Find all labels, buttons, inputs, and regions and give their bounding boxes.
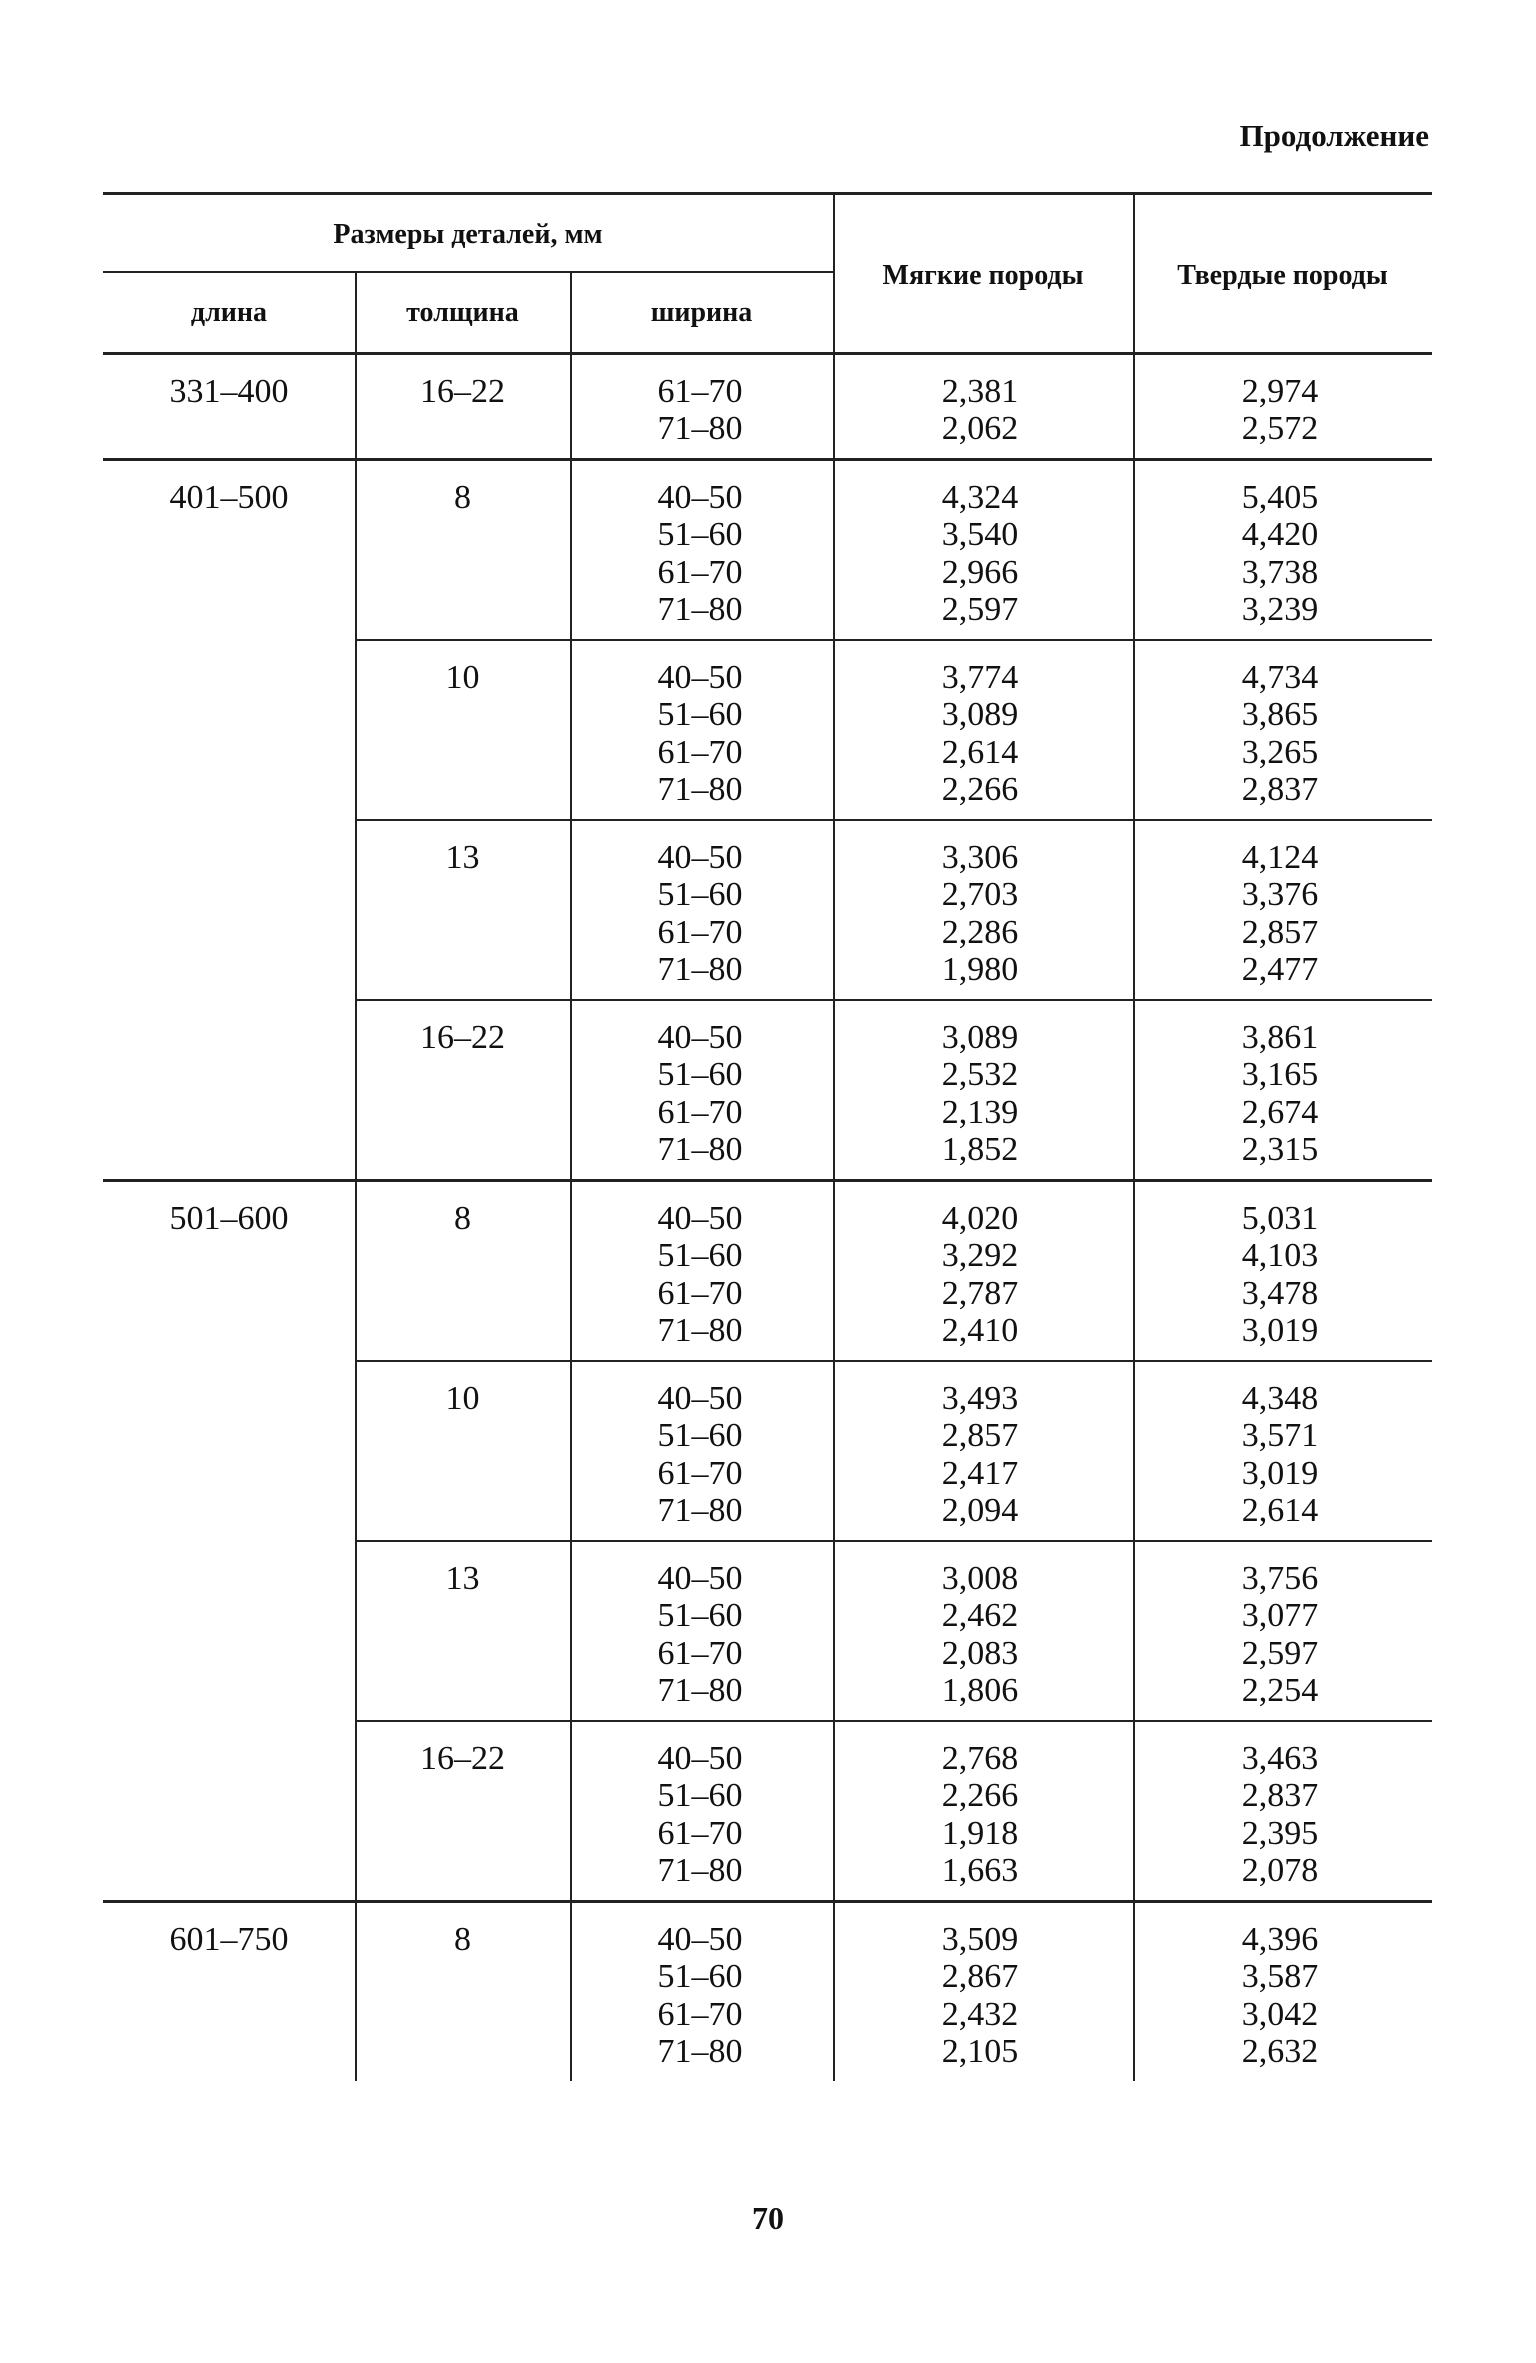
soft-cell: 3,540 (941, 516, 1019, 554)
width-cell: 51–60 (657, 1056, 743, 1094)
soft-cell: 1,663 (941, 1852, 1019, 1890)
hard-cell: 4,124 (1241, 838, 1319, 876)
width-cell: 71–80 (657, 410, 743, 448)
soft-cell: 2,083 (941, 1634, 1019, 1672)
hard-cell: 3,042 (1241, 1995, 1319, 2033)
hard-cell: 2,254 (1241, 1672, 1319, 1710)
width-cell: 40–50 (657, 838, 743, 876)
soft-cell: 3,008 (941, 1559, 1019, 1597)
table-row (570, 1380, 1432, 1418)
soft-cell: 3,509 (941, 1920, 1019, 1958)
table-row (570, 1313, 1432, 1351)
soft-cell: 1,980 (941, 951, 1019, 989)
data-table (103, 192, 1432, 2081)
table-row (570, 952, 1432, 990)
hard-cell: 5,405 (1241, 478, 1319, 516)
table-row (570, 411, 1432, 449)
hard-cell: 3,861 (1241, 1018, 1319, 1056)
table-row (570, 2034, 1432, 2072)
soft-cell: 2,062 (941, 410, 1019, 448)
hard-cell: 4,734 (1241, 658, 1319, 696)
table-row (570, 592, 1432, 630)
hard-cell: 2,078 (1241, 1852, 1319, 1890)
thickness-block (355, 1182, 1432, 1362)
thickness-block (355, 821, 1432, 1001)
width-cell: 71–80 (657, 1312, 743, 1350)
hard-cell: 4,348 (1241, 1379, 1319, 1417)
width-cell: 61–70 (657, 1634, 743, 1672)
table-body (103, 355, 1432, 2081)
table-row (570, 1200, 1432, 1238)
table-row (570, 1853, 1432, 1891)
width-cell: 61–70 (657, 1093, 743, 1131)
width-cell: 40–50 (657, 1739, 743, 1777)
soft-cell: 1,806 (941, 1672, 1019, 1710)
width-cell: 51–60 (657, 1958, 743, 1996)
length-value: 331–400 (169, 373, 289, 410)
hard-cell: 3,865 (1241, 696, 1319, 734)
thickness-value: 16–22 (420, 373, 505, 410)
width-cell: 61–70 (657, 553, 743, 591)
width-cell: 61–70 (657, 372, 743, 410)
table-row (570, 1094, 1432, 1132)
width-cell: 51–60 (657, 516, 743, 554)
hard-cell: 2,837 (1241, 771, 1319, 809)
width-cell: 61–70 (657, 1274, 743, 1312)
width-cell: 71–80 (657, 591, 743, 629)
table-row (570, 1057, 1432, 1095)
thickness-value: 10 (445, 659, 480, 696)
thickness-block (355, 355, 1432, 458)
hard-cell: 3,756 (1241, 1559, 1319, 1597)
soft-cell: 2,105 (941, 2033, 1019, 2071)
table-row (570, 479, 1432, 517)
soft-cell: 1,852 (941, 1131, 1019, 1169)
continuation-label: Продолжение (1239, 118, 1429, 153)
width-cell: 40–50 (657, 658, 743, 696)
thickness-value: 8 (454, 479, 471, 516)
width-cell: 40–50 (657, 1018, 743, 1056)
soft-cell: 3,306 (941, 838, 1019, 876)
length-value: 601–750 (169, 1921, 289, 1958)
hard-cell: 3,165 (1241, 1056, 1319, 1094)
width-cell: 61–70 (657, 913, 743, 951)
table-row (570, 1455, 1432, 1493)
width-cell: 40–50 (657, 1920, 743, 1958)
width-cell: 71–80 (657, 1852, 743, 1890)
table-row (570, 1019, 1432, 1057)
thickness-value: 13 (445, 1560, 480, 1597)
soft-cell: 2,266 (941, 771, 1019, 809)
soft-cell: 2,597 (941, 591, 1019, 629)
table-row (570, 1921, 1432, 1959)
hard-cell: 3,463 (1241, 1739, 1319, 1777)
hard-cell: 3,019 (1241, 1312, 1319, 1350)
table-header (103, 192, 1432, 355)
width-cell: 51–60 (657, 696, 743, 734)
table-row (570, 1560, 1432, 1598)
table-row (570, 697, 1432, 735)
table-row (570, 1740, 1432, 1778)
thickness-block (355, 1001, 1432, 1179)
header-divider (103, 271, 833, 273)
table-row (570, 1815, 1432, 1853)
width-cell: 71–80 (657, 1672, 743, 1710)
thickness-value: 8 (454, 1921, 471, 1958)
width-cell: 61–70 (657, 733, 743, 771)
soft-cell: 2,266 (941, 1777, 1019, 1815)
width-cell: 61–70 (657, 1814, 743, 1852)
hard-cell: 3,571 (1241, 1417, 1319, 1455)
length-group (103, 461, 1432, 1182)
table-row (570, 1238, 1432, 1276)
table-row (570, 1778, 1432, 1816)
thickness-value: 16–22 (420, 1740, 505, 1777)
width-cell: 61–70 (657, 1454, 743, 1492)
table-row (570, 1493, 1432, 1531)
soft-cell: 2,614 (941, 733, 1019, 771)
table-row (570, 1959, 1432, 1997)
header-hard: Твердые породы (1177, 260, 1388, 291)
soft-cell: 2,462 (941, 1597, 1019, 1635)
hard-cell: 3,077 (1241, 1597, 1319, 1635)
thickness-block (355, 641, 1432, 821)
hard-cell: 2,974 (1241, 372, 1319, 410)
table-row (570, 839, 1432, 877)
header-dimensions: Размеры деталей, мм (333, 219, 603, 250)
length-group (103, 1903, 1432, 2081)
header-vline (355, 271, 357, 352)
hard-cell: 2,315 (1241, 1131, 1319, 1169)
width-cell: 61–70 (657, 1995, 743, 2033)
table-row (570, 517, 1432, 555)
soft-cell: 2,867 (941, 1958, 1019, 1996)
width-cell: 51–60 (657, 1597, 743, 1635)
width-cell: 71–80 (657, 1492, 743, 1530)
thickness-block (355, 461, 1432, 641)
table-row (570, 772, 1432, 810)
soft-cell: 2,286 (941, 913, 1019, 951)
soft-cell: 2,381 (941, 372, 1019, 410)
soft-cell: 3,089 (941, 1018, 1019, 1056)
table-row (570, 1598, 1432, 1636)
soft-cell: 2,787 (941, 1274, 1019, 1312)
soft-cell: 2,417 (941, 1454, 1019, 1492)
hard-cell: 4,420 (1241, 516, 1319, 554)
length-group (103, 1182, 1432, 1903)
soft-cell: 2,432 (941, 1995, 1019, 2033)
thickness-value: 13 (445, 839, 480, 876)
thickness-block (355, 1542, 1432, 1722)
width-cell: 40–50 (657, 1559, 743, 1597)
thickness-block (355, 1722, 1432, 1900)
table-row (570, 1635, 1432, 1673)
soft-cell: 2,410 (941, 1312, 1019, 1350)
hard-cell: 3,265 (1241, 733, 1319, 771)
length-group (103, 355, 1432, 461)
width-cell: 51–60 (657, 1777, 743, 1815)
page-number: 70 (752, 2200, 784, 2236)
table-row (570, 1132, 1432, 1170)
hard-cell: 5,031 (1241, 1199, 1319, 1237)
width-cell: 71–80 (657, 2033, 743, 2071)
header-vline (1133, 195, 1135, 352)
header-length: длина (190, 297, 268, 328)
thickness-value: 16–22 (420, 1019, 505, 1056)
soft-cell: 3,493 (941, 1379, 1019, 1417)
header-width: ширина (650, 297, 753, 328)
width-cell: 71–80 (657, 771, 743, 809)
soft-cell: 3,774 (941, 658, 1019, 696)
header-vline (570, 271, 572, 352)
header-soft: Мягкие породы (882, 260, 1084, 291)
soft-cell: 2,139 (941, 1093, 1019, 1131)
hard-cell: 2,395 (1241, 1814, 1319, 1852)
table-row (570, 1673, 1432, 1711)
table-row (570, 1996, 1432, 2034)
table-row (570, 659, 1432, 697)
soft-cell: 2,703 (941, 876, 1019, 914)
width-cell: 51–60 (657, 1417, 743, 1455)
table-row (570, 554, 1432, 592)
hard-cell: 2,837 (1241, 1777, 1319, 1815)
hard-cell: 3,019 (1241, 1454, 1319, 1492)
header-thickness: толщина (406, 297, 519, 328)
table-row (570, 734, 1432, 772)
thickness-value: 10 (445, 1380, 480, 1417)
width-cell: 51–60 (657, 876, 743, 914)
hard-cell: 4,103 (1241, 1237, 1319, 1275)
soft-cell: 2,966 (941, 553, 1019, 591)
hard-cell: 3,376 (1241, 876, 1319, 914)
table-row (570, 914, 1432, 952)
soft-cell: 2,857 (941, 1417, 1019, 1455)
hard-cell: 2,597 (1241, 1634, 1319, 1672)
width-cell: 71–80 (657, 951, 743, 989)
soft-cell: 4,020 (941, 1199, 1019, 1237)
table-row (570, 1275, 1432, 1313)
soft-cell: 3,089 (941, 696, 1019, 734)
soft-cell: 2,768 (941, 1739, 1019, 1777)
hard-cell: 2,674 (1241, 1093, 1319, 1131)
soft-cell: 3,292 (941, 1237, 1019, 1275)
width-cell: 71–80 (657, 1131, 743, 1169)
hard-cell: 2,857 (1241, 913, 1319, 951)
hard-cell: 2,632 (1241, 2033, 1319, 2071)
hard-cell: 3,738 (1241, 553, 1319, 591)
hard-cell: 2,572 (1241, 410, 1319, 448)
thickness-block (355, 1903, 1432, 2081)
width-cell: 40–50 (657, 1199, 743, 1237)
soft-cell: 1,918 (941, 1814, 1019, 1852)
length-value: 501–600 (169, 1200, 289, 1237)
hard-cell: 2,477 (1241, 951, 1319, 989)
width-cell: 40–50 (657, 1379, 743, 1417)
table-row (570, 373, 1432, 411)
width-cell: 40–50 (657, 478, 743, 516)
hard-cell: 3,587 (1241, 1958, 1319, 1996)
hard-cell: 3,478 (1241, 1274, 1319, 1312)
thickness-block (355, 1362, 1432, 1542)
header-vline (833, 195, 835, 352)
hard-cell: 2,614 (1241, 1492, 1319, 1530)
soft-cell: 2,094 (941, 1492, 1019, 1530)
width-cell: 51–60 (657, 1237, 743, 1275)
soft-cell: 4,324 (941, 478, 1019, 516)
length-value: 401–500 (169, 479, 289, 516)
thickness-value: 8 (454, 1200, 471, 1237)
hard-cell: 3,239 (1241, 591, 1319, 629)
table-row (570, 1418, 1432, 1456)
table-row (570, 877, 1432, 915)
soft-cell: 2,532 (941, 1056, 1019, 1094)
hard-cell: 4,396 (1241, 1920, 1319, 1958)
